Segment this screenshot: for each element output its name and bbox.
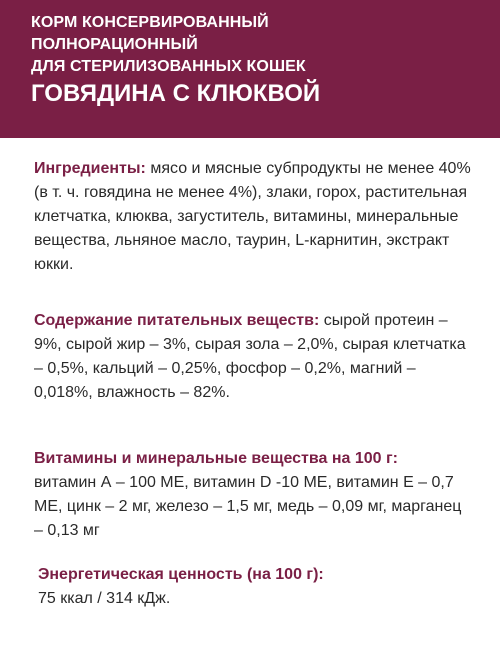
energy-label: Энергетическая ценность (на 100 г): — [38, 566, 324, 583]
product-type-line-2: ПОЛНОРАЦИОННЫЙ — [31, 36, 198, 53]
ingredients-section — [34, 157, 474, 277]
nutrients-text: сырой протеин – 9%, сырой жир – 3%, сырая зола – 2,0%, сырая клетчатка – 0,5%, кальций – 0,25%, фосфор – 0,2%, магний – 0,018%, влажность – 82%. — [34, 312, 466, 401]
vitamins-text: витамин А – 100 МЕ, витамин D -10 МЕ, витамин Е – 0,7 МЕ, цинк – 2 мг, железо – 1,5 мг, медь – 0,09 мг, марганец – 0,13 мг — [34, 474, 462, 539]
product-type-line-3: ДЛЯ СТЕРИЛИЗОВАННЫХ КОШЕК — [31, 58, 306, 75]
vitamins-section — [34, 447, 474, 543]
header-banner — [0, 0, 500, 138]
energy-text: 75 ккал / 314 кДж. — [38, 590, 171, 607]
nutrients-section — [34, 309, 474, 405]
ingredients-label: Ингредиенты: — [34, 160, 146, 177]
product-title: ГОВЯДИНА С КЛЮКВОЙ — [31, 80, 321, 107]
vitamins-label: Витамины и минеральные вещества на 100 г: — [34, 450, 398, 467]
nutrients-label: Содержание питательных веществ: — [34, 312, 320, 329]
energy-section — [38, 563, 478, 611]
product-type-line-1: КОРМ КОНСЕРВИРОВАННЫЙ — [31, 14, 269, 31]
ingredients-text: мясо и мясные субпродукты не менее 40% (в т. ч. говядина не менее 4%), злаки, горох, растительная клетчатка, клюква, загуститель, витамины, минеральные вещества, льняное масло, таурин, L-карнитин, экстракт юкки. — [34, 160, 471, 273]
